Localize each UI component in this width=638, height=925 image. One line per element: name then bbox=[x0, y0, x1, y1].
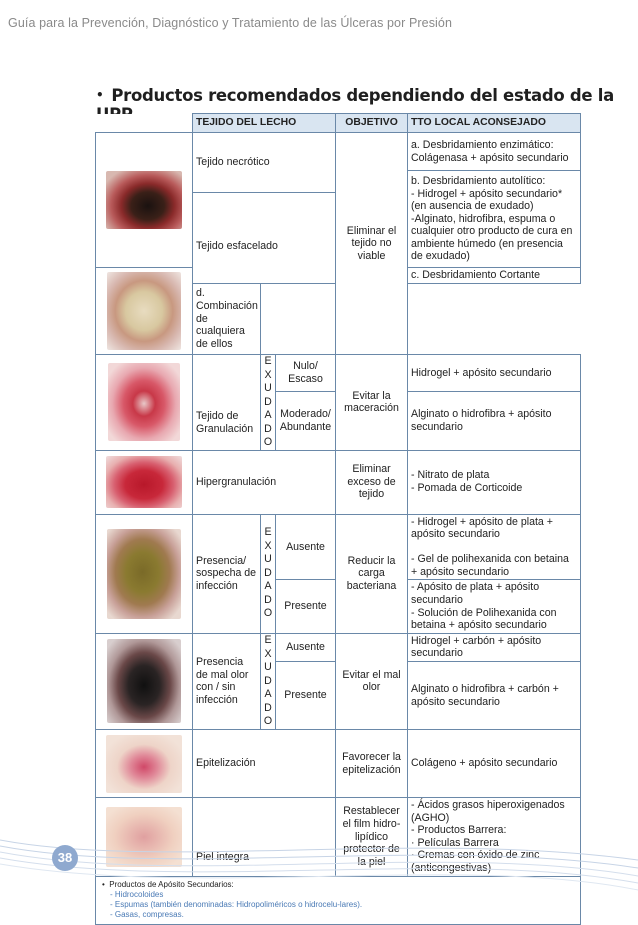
table-row bbox=[96, 633, 581, 661]
photo-cell-epithelialization bbox=[96, 730, 193, 798]
objective-epithelialization: Favorecer la epitelización bbox=[336, 730, 408, 798]
page-header: Guía para la Prevención, Diagnóstico y Tratamiento de las Úlceras por Presión bbox=[8, 16, 453, 30]
exudate-letter: X bbox=[264, 539, 272, 552]
exudate-present: Presente bbox=[276, 580, 336, 633]
exudate-letter: X bbox=[264, 647, 272, 660]
table-row bbox=[96, 133, 581, 171]
tissue-granulation: Tejido de Granulación bbox=[193, 355, 261, 451]
header-objective: OBJETIVO bbox=[336, 114, 408, 133]
exudate-letter: U bbox=[264, 553, 272, 566]
exudate-letter: D bbox=[264, 593, 272, 606]
header-empty bbox=[96, 114, 193, 133]
exudate-letter: U bbox=[264, 382, 272, 394]
tissue-necrotic: Tejido necrótico bbox=[193, 133, 336, 193]
sloughy-wound-photo bbox=[107, 272, 181, 350]
table-row bbox=[96, 450, 581, 514]
treatment-skin: - Ácidos grasos hiperoxigenados (AGHO) - Productos Barrera: · Películas Barrera · Cremas con óxido de zinc (anticongestivas) bbox=[408, 798, 581, 877]
exudate-letter: E bbox=[264, 634, 272, 647]
exudate-absent: Ausente bbox=[276, 633, 336, 661]
treatment-odour-2: Alginato o hidrofibra + carbón + apósito secundario bbox=[408, 662, 581, 730]
exudate-present: Presente bbox=[276, 662, 336, 730]
treatment-sloughy-c: c. Desbridamiento Cortante bbox=[408, 268, 581, 284]
exudate-letter: D bbox=[264, 422, 272, 435]
exudate-high: Moderado/ Abundante bbox=[276, 391, 336, 450]
treatment-odour-1: Hidrogel + carbón + apósito secundario bbox=[408, 633, 581, 661]
footer-wave-decoration bbox=[0, 820, 638, 901]
exudate-vertical-label bbox=[261, 514, 276, 633]
exudate-letter: X bbox=[264, 368, 272, 381]
tissue-sloughy: Tejido esfacelado bbox=[193, 193, 336, 284]
treatment-infection-1: - Hidrogel + apósito de plata + apósito secundario - Gel de polihexanida con betaina + apósito secundario bbox=[408, 514, 581, 580]
exudate-letter: E bbox=[264, 355, 272, 367]
exudate-letter: D bbox=[264, 701, 272, 714]
table-header-row bbox=[96, 114, 581, 133]
hypergranulation-wound-photo bbox=[106, 456, 182, 508]
tissue-epithelialization: Epitelización bbox=[193, 730, 336, 798]
header-treatment: TTO LOCAL ACONSEJADO bbox=[408, 114, 581, 133]
exudate-letter: O bbox=[263, 715, 273, 728]
section-title-text: Productos recomendados dependiendo del estado de la bbox=[111, 86, 614, 105]
table-row bbox=[96, 514, 581, 580]
objective-granulation: Evitar la maceración bbox=[336, 355, 408, 451]
necrotic-wound-photo bbox=[106, 171, 182, 229]
epithelialization-wound-photo bbox=[106, 735, 182, 793]
tissue-infection: Presencia/ sospecha de infección bbox=[193, 514, 261, 633]
exudate-letter: A bbox=[264, 580, 272, 593]
exudate-letter: D bbox=[264, 674, 272, 687]
exudate-letter: A bbox=[264, 409, 272, 421]
tissue-odour: Presencia de mal olor con / sin infección bbox=[193, 633, 261, 729]
list-item: - Hidrocoloides bbox=[110, 889, 164, 899]
notes-title-text: Productos de Apósito Secundarios: bbox=[109, 879, 234, 889]
treatment-necrotic-a: a. Desbridamiento enzimático: Colágenasa + apósito secundario bbox=[408, 133, 581, 171]
photo-cell-odour bbox=[96, 633, 193, 729]
treatment-granulation-1: Hidrogel + apósito secundario bbox=[408, 355, 581, 392]
exudate-letter: D bbox=[264, 395, 272, 408]
treatment-sloughy-d: d. Combinación de cualquiera de ellos bbox=[193, 283, 261, 354]
treatment-epithelialization: Colágeno + apósito secundario bbox=[408, 730, 581, 798]
objective-infection: Reducir la carga bacteriana bbox=[336, 514, 408, 633]
photo-cell-granulation bbox=[96, 355, 193, 451]
page-number: 38 bbox=[52, 845, 78, 871]
exudate-vertical-label bbox=[261, 355, 276, 451]
exudate-absent: Ausente bbox=[276, 514, 336, 580]
tissue-hypergranulation: Hipergranulación bbox=[193, 450, 336, 514]
infection-wound-photo bbox=[107, 529, 181, 619]
exudate-letter: A bbox=[264, 688, 272, 701]
exudate-letter: U bbox=[264, 661, 272, 674]
bullet-icon: • bbox=[102, 879, 110, 889]
objective-odour: Evitar el mal olor bbox=[336, 633, 408, 729]
list-item: - Espumas (también denominadas: Hidropoliméricos o hidrocelu-lares). bbox=[110, 899, 363, 909]
header-tissue: TEJIDO DEL LECHO bbox=[193, 114, 336, 133]
objective-necrotic: Eliminar el tejido no viable bbox=[336, 133, 408, 355]
exudate-letter: O bbox=[263, 607, 273, 620]
exudate-letter: E bbox=[264, 526, 272, 539]
odour-wound-photo bbox=[107, 639, 181, 723]
table-row bbox=[96, 730, 581, 798]
list-item: - Gasas, compresas. bbox=[110, 909, 184, 919]
photo-cell-hypergranulation bbox=[96, 450, 193, 514]
exudate-letter: O bbox=[263, 436, 273, 448]
photo-cell-sloughy bbox=[96, 268, 193, 355]
treatment-table bbox=[95, 113, 581, 925]
treatment-granulation-2: Alginato o hidrofibra + apósito secundario bbox=[408, 391, 581, 450]
objective-skin: Restablecer el film hidro-lipídico protector de la piel bbox=[336, 798, 408, 877]
exudate-letter: D bbox=[264, 566, 272, 579]
treatment-sloughy-b: b. Desbridamiento autolítico: - Hidrogel + apósito secundario* (en ausencia de exudado) -Alginato, hidrofibra, espuma o cualquier otro producto de cura en ambiente húmedo (en presencia de exudado) bbox=[408, 171, 581, 268]
exudate-vertical-label bbox=[261, 633, 276, 729]
table-row bbox=[96, 355, 581, 392]
photo-cell-infection bbox=[96, 514, 193, 633]
granulation-wound-photo bbox=[108, 363, 180, 441]
objective-hypergranulation: Eliminar exceso de tejido bbox=[336, 450, 408, 514]
treatment-hypergranulation: - Nitrato de plata - Pomada de Corticoide bbox=[408, 450, 581, 514]
exudate-low: Nulo/ Escaso bbox=[276, 355, 336, 392]
treatment-infection-2: - Apósito de plata + apósito secundario - Solución de Polihexanida con betaina + apósito secundario bbox=[408, 580, 581, 633]
tissue-skin: Piel integra bbox=[193, 798, 336, 877]
photo-cell-necrotic bbox=[96, 133, 193, 268]
bullet-icon: • bbox=[96, 88, 104, 102]
